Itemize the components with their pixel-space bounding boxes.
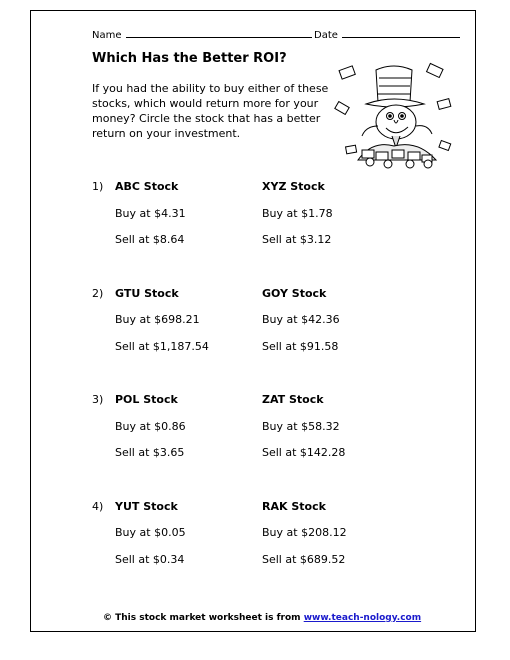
problem-4-right-sell: Sell at $689.52	[262, 553, 346, 566]
problem-4-number: 4)	[92, 500, 104, 513]
problem-2-right-sell: Sell at $91.58	[262, 340, 339, 353]
problem-3-left-stock[interactable]: POL Stock	[115, 393, 178, 406]
name-field[interactable]	[92, 28, 312, 42]
problem-4-left-sell: Sell at $0.34	[115, 553, 185, 566]
problem-4-right-buy: Buy at $208.12	[262, 526, 347, 539]
footer-link[interactable]: www.teach-nology.com	[303, 613, 422, 623]
problem-4-left-buy: Buy at $0.05	[115, 526, 186, 539]
problem-3-left-buy: Buy at $0.86	[115, 420, 186, 433]
problem-3-right-sell: Sell at $142.28	[262, 446, 346, 459]
problem-4-right-stock[interactable]: RAK Stock	[262, 500, 326, 513]
problem-2-right-stock[interactable]: GOY Stock	[262, 287, 327, 300]
date-label: Date	[314, 30, 338, 41]
problem-1-right-buy: Buy at $1.78	[262, 207, 333, 220]
problem-2-number: 2)	[92, 287, 104, 300]
date-blank[interactable]	[342, 28, 460, 38]
problem-3-number: 3)	[92, 393, 104, 406]
worksheet-title: Which Has the Better ROI?	[92, 51, 287, 66]
problem-2-left-stock[interactable]: GTU Stock	[115, 287, 179, 300]
problem-3-right-buy: Buy at $58.32	[262, 420, 340, 433]
intro-text: If you had the ability to buy either of these stocks, which would return more for your money? Circle the stock that has a better return on your investment.	[92, 82, 329, 140]
problem-1-left-stock[interactable]: ABC Stock	[115, 180, 179, 193]
problem-2-left-sell: Sell at $1,187.54	[115, 340, 209, 353]
footer-text: © This stock market worksheet is from	[103, 613, 304, 623]
problem-1-left-buy: Buy at $4.31	[115, 207, 186, 220]
problem-3-left-sell: Sell at $3.65	[115, 446, 185, 459]
problem-3-right-stock[interactable]: ZAT Stock	[262, 393, 324, 406]
problem-4-left-stock[interactable]: YUT Stock	[115, 500, 178, 513]
name-blank[interactable]	[126, 28, 312, 38]
uncle-sam-money-icon	[332, 60, 457, 172]
problem-2-left-buy: Buy at $698.21	[115, 313, 200, 326]
problem-1-right-sell: Sell at $3.12	[262, 233, 332, 246]
date-field[interactable]	[314, 28, 460, 42]
problem-1-left-sell: Sell at $8.64	[115, 233, 185, 246]
name-label: Name	[92, 30, 122, 41]
problem-1-number: 1)	[92, 180, 104, 193]
footer-credit	[103, 612, 421, 625]
problem-2-right-buy: Buy at $42.36	[262, 313, 340, 326]
problem-1-right-stock[interactable]: XYZ Stock	[262, 180, 325, 193]
